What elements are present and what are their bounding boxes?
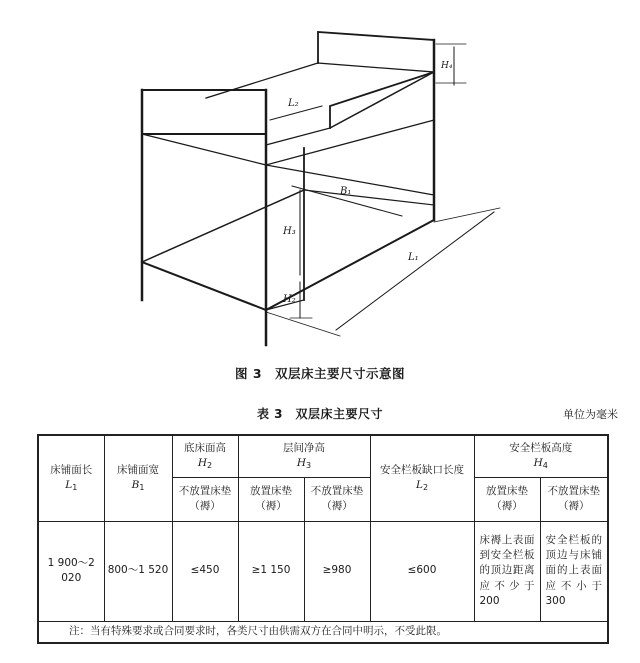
subheader-H4-mattress: 放置床垫（褥） (474, 477, 540, 521)
back-head-panel-bottom (318, 63, 434, 72)
value-L2: ≤600 (370, 521, 474, 621)
label-H3: H₃ (283, 226, 296, 237)
value-B1: 800～1 520 (104, 521, 172, 621)
value-L1: 1 900～2 020 (38, 521, 104, 621)
dimension-table (37, 434, 609, 644)
header-H4: 安全栏板高度 $H_4$ (474, 435, 608, 477)
subheader-H4-no-mattress: 不放置床垫（褥） (540, 477, 608, 521)
header-B1: 床铺面宽 $B_1$ (104, 435, 172, 521)
subheader-H2-no-mattress: 不放置床垫（褥） (172, 477, 238, 521)
upper-back-edge (206, 63, 318, 98)
header-H3: 层间净高 $H_3$ (238, 435, 370, 477)
value-H2: ≤450 (172, 521, 238, 621)
back-head-panel (318, 32, 434, 63)
upper-deck-underside (266, 120, 434, 165)
front-head-panel (142, 90, 266, 134)
subheader-H3-no-mattress: 不放置床垫（褥） (304, 477, 370, 521)
label-H2: H₂ (283, 294, 296, 305)
unit-note: 单位为毫米 (563, 408, 618, 421)
header-L2: 安全栏板缺口长度 $L_2$ (370, 435, 474, 521)
subheader-H3-mattress: 放置床垫（褥） (238, 477, 304, 521)
figure-caption: 图 3 双层床主要尺寸示意图 (234, 366, 406, 381)
value-H4-mattress: 床褥上表面到安全栏板的顶边距离应不少于200 (474, 521, 540, 621)
value-H3-no-mattress: ≥980 (304, 521, 370, 621)
value-H4-no-mattress: 安全栏板的顶边与床铺面的上表面应不小于300 (540, 521, 608, 621)
table-note: 注：当有特殊要求或合同要求时，各类尺寸由供需双方在合同中明示，不受此限。 (38, 621, 608, 643)
table-caption: 表 3 双层床主要尺寸 (256, 407, 384, 421)
header-L1: 床铺面长 $L_1$ (38, 435, 104, 521)
label-L2: L₂ (288, 98, 299, 109)
label-L1: L₁ (408, 252, 419, 263)
label-H4: H₄ (441, 61, 453, 71)
label-B1: B₁ (340, 186, 352, 197)
upper-deck-front (142, 134, 266, 165)
header-H2: 底床面高 $H_2$ (172, 435, 238, 477)
value-H3-mattress: ≥1 150 (238, 521, 304, 621)
